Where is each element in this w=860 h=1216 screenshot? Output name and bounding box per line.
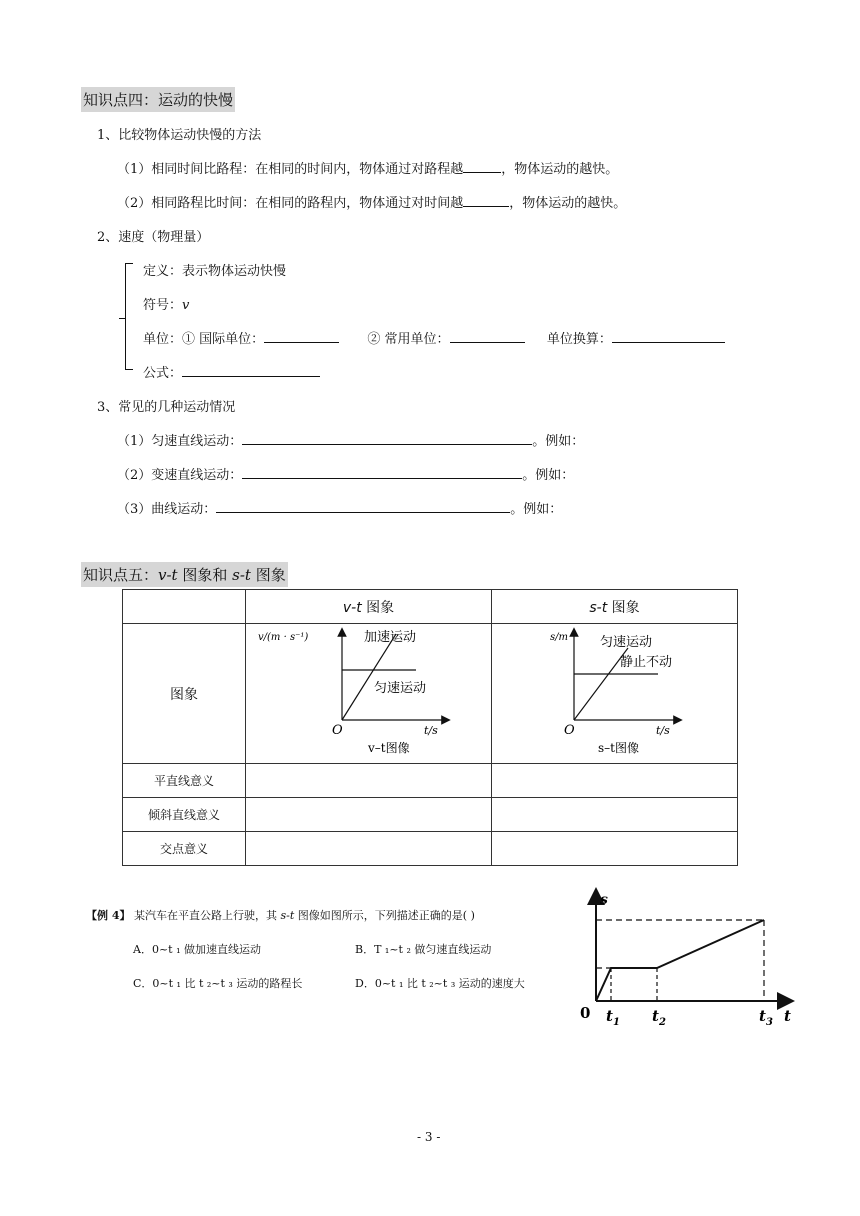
vt-caption: v–t图像 — [368, 741, 410, 755]
section4-heading: 知识点四：运动的快慢 — [81, 87, 235, 112]
vt-accel-line — [342, 634, 396, 720]
unit-row — [143, 328, 725, 347]
vt-origin: O — [332, 723, 343, 738]
ex4-motion-line — [596, 920, 764, 1001]
section5-heading — [81, 562, 288, 587]
method2-blank[interactable] — [463, 194, 509, 207]
vt-xlabel: t/s — [424, 724, 438, 737]
cell-slope-st[interactable] — [492, 798, 738, 832]
cell-cross-vt[interactable] — [246, 832, 492, 866]
motion1-eg: 。例如： — [532, 434, 585, 449]
option-b[interactable]: B．T ₁~t ₂ 做匀速直线运动 — [355, 943, 492, 956]
example4-tag: 【例 4】 — [86, 909, 131, 922]
method2-tail: ，物体运动的越快。 — [509, 196, 627, 211]
vt-ylabel: v/(m · s⁻¹) — [258, 632, 309, 643]
unit-common-blank[interactable] — [450, 330, 525, 343]
col-st-italic: s-t — [589, 599, 608, 616]
example4-stem — [86, 907, 475, 923]
item2-title: 2、速度（物理量） — [97, 230, 210, 245]
col-st-suffix: 图象 — [607, 599, 640, 616]
option-a[interactable]: A．0~t ₁ 做加速直线运动 — [133, 943, 261, 956]
option-c[interactable]: C．0~t ₁ 比 t ₂~t ₃ 运动的路程长 — [133, 977, 303, 990]
unit-convert-label: 单位换算： — [546, 332, 612, 347]
row-label-graph: 图象 — [123, 624, 246, 764]
brace-tip — [119, 318, 126, 319]
brace-top — [125, 263, 133, 320]
graphs-table — [122, 589, 738, 866]
item3-title: 3、常见的几种运动情况 — [97, 400, 236, 415]
symbol-label: 符号： — [143, 298, 183, 313]
vt-graph-cell — [246, 624, 492, 764]
formula-blank[interactable] — [182, 364, 320, 377]
ex4-t3: $t_3$ — [759, 1007, 773, 1028]
unit-convert-blank[interactable] — [612, 330, 725, 343]
motion1-blank[interactable] — [242, 432, 532, 445]
example4-stem-ital: s-t — [280, 909, 295, 922]
motion-row-1 — [117, 430, 584, 449]
vt-uniform-label: 匀速运动 — [374, 681, 427, 696]
method1 — [117, 158, 618, 177]
motion3-label: （3）曲线运动： — [117, 502, 217, 517]
example4-stem-pre: 某汽车在平直公路上行驶，其 — [130, 909, 281, 922]
motion-row-2 — [117, 464, 574, 483]
method1-blank[interactable] — [463, 160, 501, 173]
vt-graph — [246, 624, 491, 760]
method2-text: （2）相同路程比时间：在相同的路程内，物体通过对时间越 — [117, 196, 464, 211]
motion2-eg: 。例如： — [522, 468, 575, 483]
example4-stem-post: 图像如图所示，下列描述正确的是( ) — [294, 909, 475, 922]
col-vt-italic: v-t — [342, 599, 362, 616]
formula-label: 公式： — [143, 366, 183, 381]
col-header-st — [492, 590, 738, 624]
motion3-blank[interactable] — [216, 500, 510, 513]
ex4-s-label: s — [600, 892, 608, 908]
motion2-blank[interactable] — [242, 466, 522, 479]
unit-si-label: 单位：① 国际单位： — [143, 332, 265, 347]
section5-st: s-t — [232, 566, 251, 584]
ex4-t1: $t_1$ — [606, 1007, 620, 1028]
st-origin: O — [564, 723, 575, 738]
row-label-slope: 倾斜直线意义 — [123, 798, 246, 832]
ex4-t2: $t_2$ — [652, 1007, 666, 1028]
st-graph-cell — [492, 624, 738, 764]
cell-slope-vt[interactable] — [246, 798, 492, 832]
unit-si-blank[interactable] — [264, 330, 339, 343]
speed-symbol-row — [143, 294, 189, 313]
method1-text: （1）相同时间比路程：在相同的时间内，物体通过对路程越 — [117, 162, 464, 177]
section5-vt: v-t — [158, 566, 178, 584]
motion3-eg: 。例如： — [510, 502, 563, 517]
st-static-label: 静止不动 — [620, 655, 673, 670]
vt-accel-label: 加速运动 — [364, 630, 417, 645]
ex4-origin: 0 — [580, 1004, 591, 1022]
section5-heading-mid: 图象和 — [177, 566, 233, 584]
speed-definition: 定义：表示物体运动快慢 — [143, 264, 287, 279]
motion2-label: （2）变速直线运动： — [117, 468, 243, 483]
st-xlabel: t/s — [656, 724, 670, 737]
col-header-vt — [246, 590, 492, 624]
brace-bottom — [125, 319, 133, 370]
unit-common-label: ② 常用单位： — [367, 332, 450, 347]
method2 — [117, 192, 626, 211]
cell-flat-st[interactable] — [492, 764, 738, 798]
page-number: - 3 - — [417, 1130, 441, 1144]
st-uniform-label: 匀速运动 — [600, 635, 653, 650]
table-corner — [123, 590, 246, 624]
st-ylabel: s/m — [550, 632, 568, 643]
motion1-label: （1）匀速直线运动： — [117, 434, 243, 449]
row-label-flat: 平直线意义 — [123, 764, 246, 798]
example4-graph — [570, 884, 800, 1030]
ex4-t-label: t — [784, 1007, 791, 1025]
option-d[interactable]: D．0~t ₁ 比 t ₂~t ₃ 运动的速度大 — [355, 977, 525, 990]
section5-heading-pre: 知识点五： — [83, 566, 159, 584]
col-vt-suffix: 图象 — [361, 599, 395, 616]
row-label-cross: 交点意义 — [123, 832, 246, 866]
formula-row — [143, 362, 320, 381]
section5-heading-post: 图象 — [250, 566, 286, 584]
cell-cross-st[interactable] — [492, 832, 738, 866]
item1-title: 1、比较物体运动快慢的方法 — [97, 128, 262, 143]
motion-row-3 — [117, 498, 562, 517]
st-graph — [492, 624, 737, 760]
st-caption: s–t图像 — [598, 741, 639, 755]
cell-flat-vt[interactable] — [246, 764, 492, 798]
symbol-value: v — [182, 298, 190, 313]
method1-tail: ，物体运动的越快。 — [501, 162, 619, 177]
